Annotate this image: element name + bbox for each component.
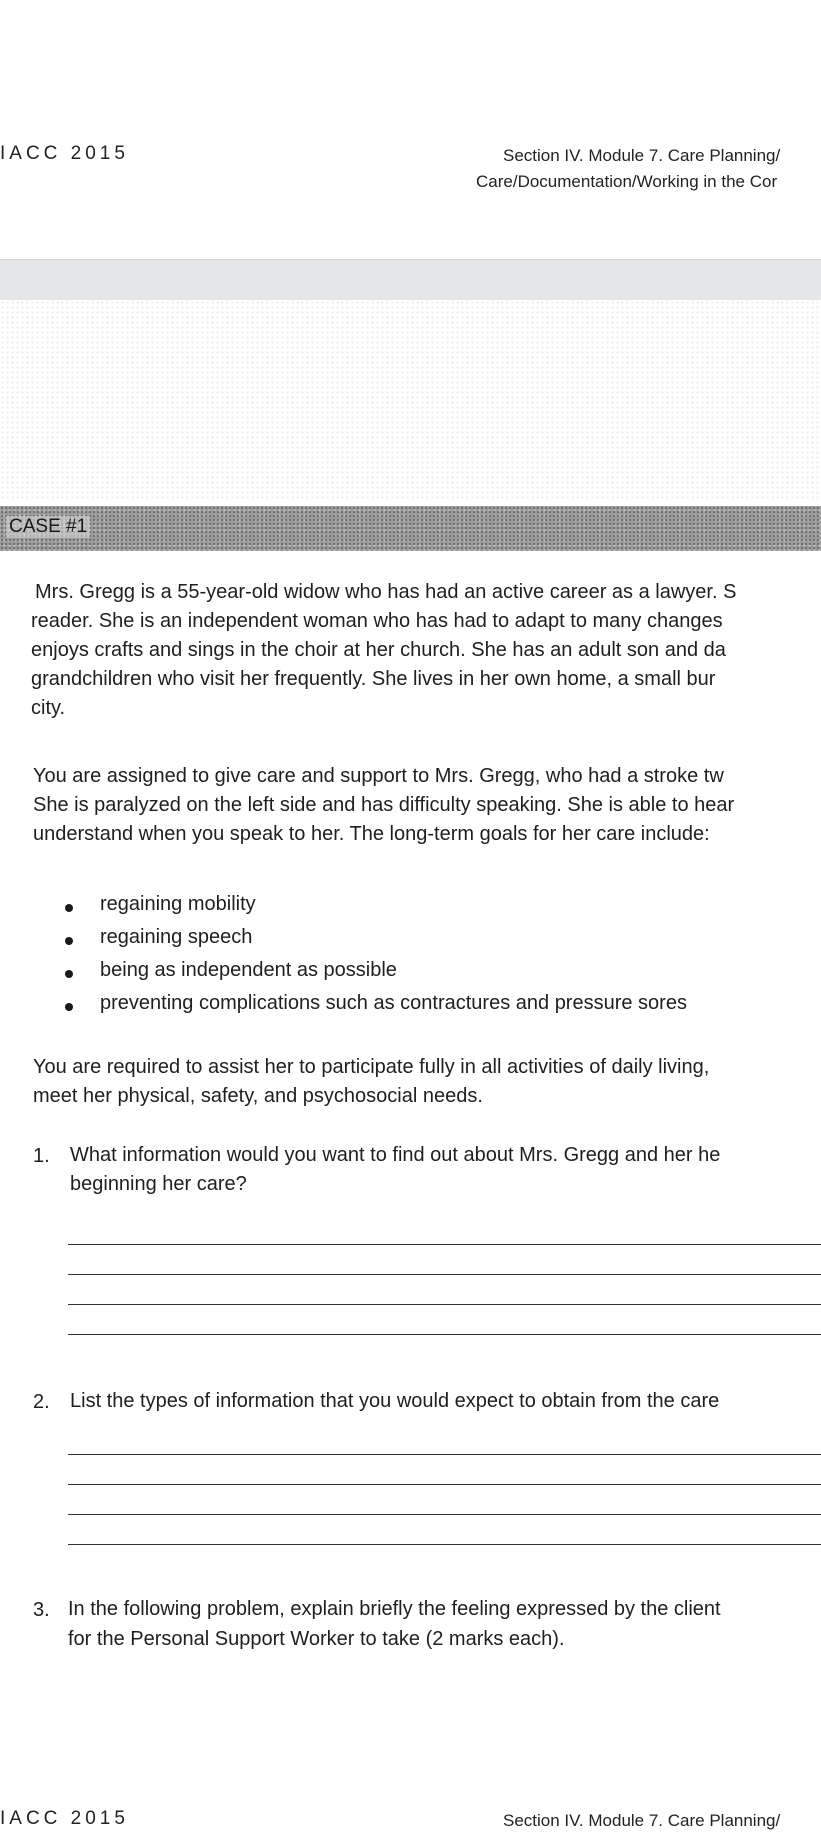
paragraph-line: enjoys crafts and sings in the choir at her church. She has an adult son and da	[31, 639, 726, 661]
answer-line[interactable]	[68, 1514, 821, 1515]
paragraph-line: city.	[31, 697, 66, 719]
question-number: 3.	[33, 1599, 50, 1621]
footer-right-text: Section IV. Module 7. Care Planning/	[503, 1811, 781, 1830]
paragraph-line: You are required to assist her to participate fully in all activities of daily living,	[33, 1056, 710, 1078]
paragraph-line: She is paralyzed on the left side and has difficulty speaking. She is able to hear	[33, 794, 735, 816]
paragraph-line: Mrs. Gregg is a 55-year-old widow who has had an active career as a lawyer. S	[35, 581, 737, 603]
question-text: In the following problem, explain briefly the feeling expressed by the client	[68, 1598, 721, 1620]
paragraph-line: meet her physical, safety, and psychosocial needs.	[33, 1085, 483, 1107]
paragraph-line: understand when you speak to her. The long-term goals for her care include:	[33, 823, 710, 845]
answer-line[interactable]	[68, 1544, 821, 1545]
answer-line[interactable]	[68, 1334, 821, 1335]
question-text: What information would you want to find out about Mrs. Gregg and her he	[70, 1144, 721, 1166]
footer-left-text: IACC 2015	[0, 1808, 129, 1829]
paragraph-line: You are assigned to give care and support to Mrs. Gregg, who had a stroke tw	[33, 765, 724, 787]
list-item: regaining mobility	[100, 893, 256, 915]
header-right-line2: Care/Documentation/Working in the Cor	[476, 172, 778, 191]
paragraph-line: reader. She is an independent woman who has had to adapt to many changes	[31, 610, 723, 632]
question-text: List the types of information that you would expect to obtain from the care	[70, 1390, 720, 1412]
question-number: 1.	[33, 1145, 50, 1167]
answer-line[interactable]	[68, 1304, 821, 1305]
bullet-icon	[65, 970, 73, 978]
list-item: being as independent as possible	[100, 959, 397, 981]
bullet-icon	[65, 937, 73, 945]
paragraph-line: grandchildren who visit her frequently. She lives in her own home, a small bur	[31, 668, 716, 690]
list-item: regaining speech	[100, 926, 253, 948]
header-right-line1: Section IV. Module 7. Care Planning/	[503, 146, 781, 165]
page-separator-band	[0, 259, 821, 300]
bullet-icon	[65, 904, 73, 912]
answer-line[interactable]	[68, 1274, 821, 1275]
list-item: preventing complications such as contractures and pressure sores	[100, 992, 687, 1014]
question-text: for the Personal Support Worker to take (2 marks each).	[68, 1628, 565, 1650]
question-number: 2.	[33, 1391, 50, 1413]
case-label: CASE #1	[6, 516, 90, 538]
question-text: beginning her care?	[70, 1173, 247, 1195]
answer-line[interactable]	[68, 1244, 821, 1245]
answer-line[interactable]	[68, 1484, 821, 1485]
bullet-icon	[65, 1003, 73, 1011]
header-left-text: IACC 2015	[0, 143, 129, 164]
scan-noise-area	[0, 300, 821, 500]
answer-line[interactable]	[68, 1454, 821, 1455]
case-title-bar	[0, 506, 821, 551]
